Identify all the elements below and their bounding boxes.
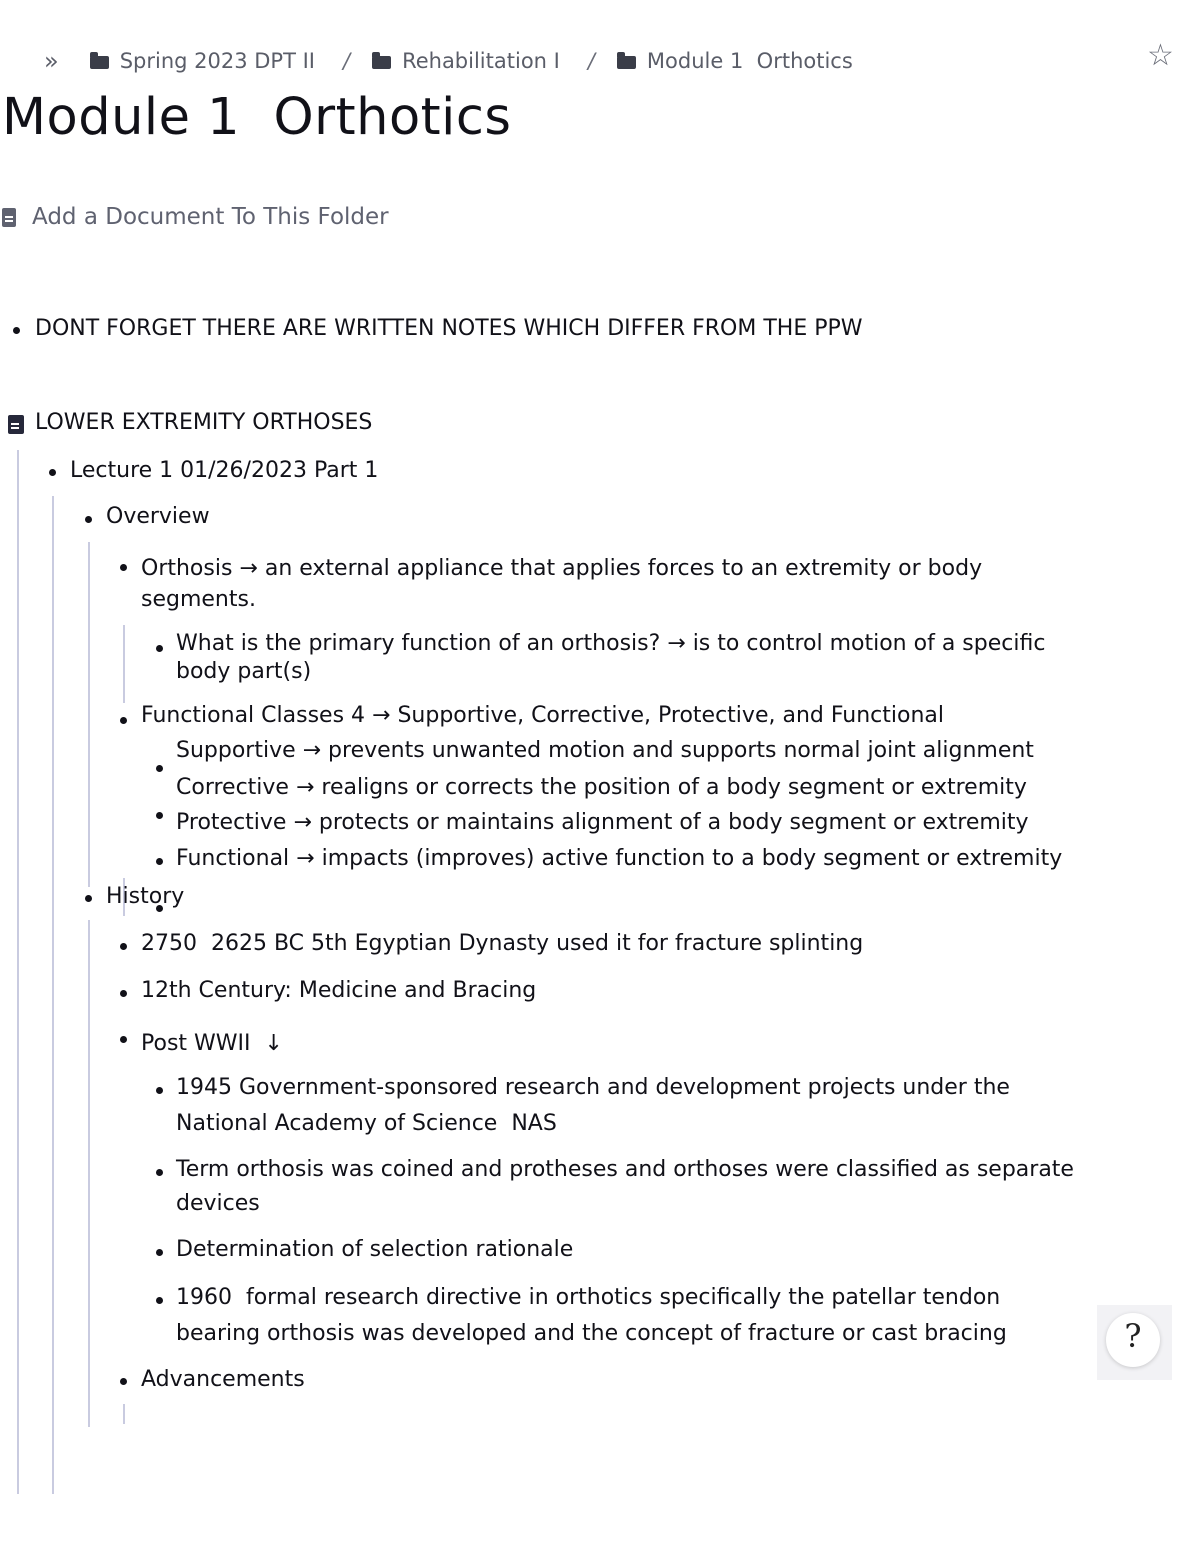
list-item[interactable]: What is the primary function of an orthosis? → is to control motion of a specific [176,631,1046,656]
bullet [120,717,127,724]
section-title[interactable]: LOWER EXTREMITY ORTHOSES [35,410,373,435]
bullet [156,645,163,652]
breadcrumb [44,44,853,78]
bullet [120,990,127,997]
bullet [85,895,92,902]
bullet [49,469,56,476]
bullet [156,812,163,819]
expand-sidebar-icon[interactable]: » [44,47,56,75]
indent-guide [17,450,19,1494]
breadcrumb-item-module[interactable] [617,49,853,73]
indent-guide [88,542,90,887]
note-text: DONT FORGET THERE ARE WRITTEN NOTES WHICH DIFFER FROM THE PPW [35,316,863,341]
bullet [156,1297,163,1304]
breadcrumb-label: Rehabilitation I [402,49,560,73]
list-item[interactable]: 12th Century: Medicine and Bracing [141,978,537,1003]
list-item[interactable]: 2750 2625 BC 5th Egyptian Dynasty used it for fracture splinting [141,931,864,956]
indent-guide [123,625,125,703]
bullet [120,564,127,571]
bullet [120,1378,127,1385]
folder-icon [617,56,636,69]
indent-guide [52,496,54,1494]
list-item[interactable]: Corrective → realigns or corrects the position of a body segment or extremity [176,775,1027,800]
bullet [156,1087,163,1094]
list-item[interactable]: 1945 Government-sponsored research and development projects under the [176,1075,1010,1100]
document-icon [8,415,24,434]
favorite-star-icon[interactable]: ☆ [1147,38,1174,73]
breadcrumb-item-semester[interactable] [90,49,315,73]
list-item-continuation: body part(s) [176,659,312,684]
bullet [156,765,163,772]
bullet [120,943,127,950]
list-item[interactable]: Term orthosis was coined and protheses and orthoses were classified as separate [176,1157,1074,1182]
bullet [13,327,20,334]
list-item[interactable]: Post WWII ↓ [141,1031,283,1056]
bullet [85,516,92,523]
bullet [156,1249,163,1256]
add-document-label: Add a Document To This Folder [32,204,389,230]
list-item[interactable]: Supportive → prevents unwanted motion and supports normal joint alignment [176,738,1034,763]
list-item-continuation: National Academy of Science NAS [176,1111,557,1136]
bullet [156,1169,163,1176]
document-icon [2,208,16,227]
list-item[interactable]: Lecture 1 01/26/2023 Part 1 [70,458,379,483]
list-item[interactable]: Functional → impacts (improves) active function to a body segment or extremity [176,846,1063,871]
list-item-continuation: devices [176,1191,260,1216]
breadcrumb-label: Module 1 Orthotics [646,49,853,73]
bullet [120,1036,127,1043]
breadcrumb-label: Spring 2023 DPT II [119,49,315,73]
help-widget [1097,1305,1172,1380]
folder-icon [372,56,391,69]
list-item[interactable]: Functional Classes 4 → Supportive, Corrective, Protective, and Functional [141,703,945,728]
add-document-link[interactable] [2,204,389,230]
breadcrumb-separator: / [587,49,595,73]
breadcrumb-item-course[interactable] [372,49,560,73]
list-item[interactable]: Protective → protects or maintains alignment of a body segment or extremity [176,810,1029,835]
list-item[interactable]: Advancements [141,1367,305,1392]
help-button[interactable]: ? [1106,1313,1160,1367]
list-item[interactable]: Orthosis → an external appliance that applies forces to an extremity or body [141,556,983,581]
list-item[interactable]: 1960 formal research directive in orthotics specifically the patellar tendon [176,1285,1001,1310]
list-item[interactable]: History [106,884,185,909]
indent-guide [88,920,90,1427]
list-item-continuation: segments. [141,587,256,612]
folder-icon [90,56,109,69]
breadcrumb-separator: / [342,49,351,73]
page-title: Module 1 Orthotics [2,88,512,147]
indent-guide [123,1404,125,1424]
list-item[interactable]: Overview [106,504,210,529]
bullet [156,858,163,865]
list-item[interactable]: Determination of selection rationale [176,1237,574,1262]
list-item-continuation: bearing orthosis was developed and the concept of fracture or cast bracing [176,1321,1007,1346]
